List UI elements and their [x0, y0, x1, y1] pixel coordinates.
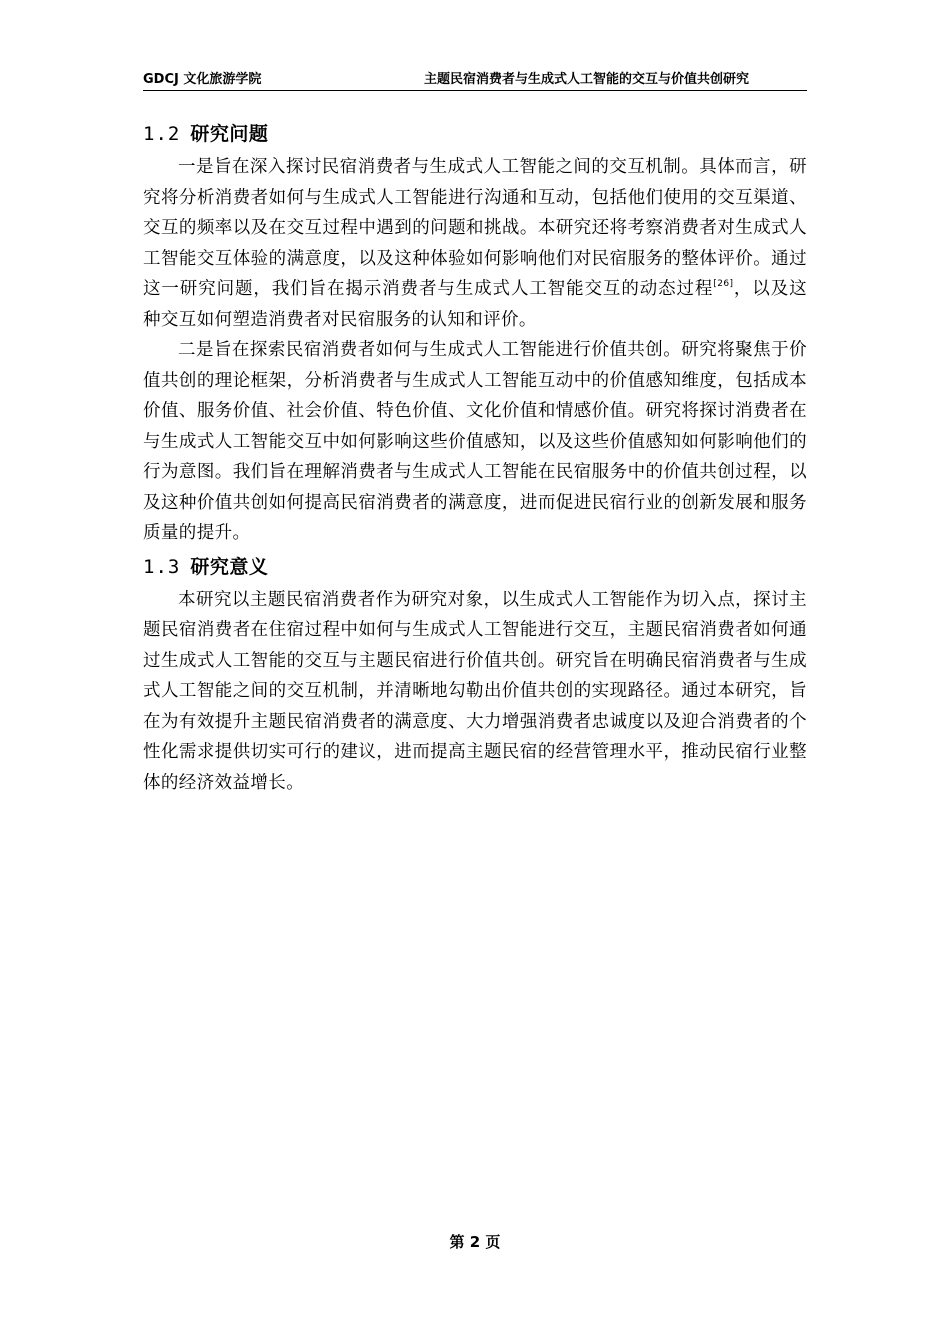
paragraph-text: 本研究以主题民宿消费者作为研究对象，以生成式人工智能作为切入点，探讨主题民宿消费者在住宿过程中如何与生成式人工智能进行交互，主题民宿消费者如何通过生成式人工智能的交互与主题民宿进行价值共创。研究旨在明确民宿消费者与生成式人工智能之间的交互机制，并清晰地勾勒出价值共创的实现路径。通过本研究，旨在为有效提升主题民宿消费者的满意度、大力增强消费者忠诚度以及迎合消费者的个性化需求提供切实可行的建议，进而提高主题民宿的经营管理水平，推动民宿行业整体的经济效益增长。	[143, 589, 807, 793]
paragraph	[143, 152, 807, 335]
paragraph-text: 一是旨在深入探讨民宿消费者与生成式人工智能之间的交互机制。具体而言，研究将分析消费者如何与生成式人工智能进行沟通和互动，包括他们使用的交互渠道、交互的频率以及在交互过程中遇到的问题和挑战。本研究还将考察消费者对生成式人工智能交互体验的满意度，以及这种体验如何影响他们对民宿服务的整体评价。通过这一研究问题，我们旨在揭示消费者与生成式人工智能交互的动态过程	[143, 157, 807, 299]
paragraph	[143, 585, 807, 799]
page-body	[143, 116, 807, 798]
section-number: 1.3	[143, 555, 181, 578]
header-document-title: 主题民宿消费者与生成式人工智能的交互与价值共创研究	[423, 72, 749, 87]
section-title: 研究意义	[190, 555, 269, 578]
paragraph-text: 二是旨在探索民宿消费者如何与生成式人工智能进行价值共创。研究将聚焦于价值共创的理论框架，分析消费者与生成式人工智能互动中的价值感知维度，包括成本价值、服务价值、社会价值、特色价值、文化价值和情感价值。研究将探讨消费者在与生成式人工智能交互中如何影响这些价值感知，以及这些价值感知如何影响他们的行为意图。我们旨在理解消费者与生成式人工智能在民宿服务中的价值共创过程，以及这种价值共创如何提高民宿消费者的满意度，进而促进民宿行业的创新发展和服务质量的提升。	[143, 340, 807, 543]
section-number: 1.2	[143, 123, 181, 145]
page-header	[143, 66, 807, 91]
header-institution: GDCJ 文化旅游学院	[143, 72, 262, 87]
page-number: 第 2 页	[449, 1233, 501, 1251]
paragraph	[143, 335, 807, 549]
paragraph-text-continued: ，以及这种交互如何塑造消费者对民宿服务的认知和评价。	[143, 279, 807, 330]
section-heading-research-questions	[143, 116, 807, 152]
section-heading-research-significance	[143, 549, 807, 585]
section-title: 研究问题	[190, 123, 269, 145]
citation-marker: [26]	[713, 279, 734, 289]
